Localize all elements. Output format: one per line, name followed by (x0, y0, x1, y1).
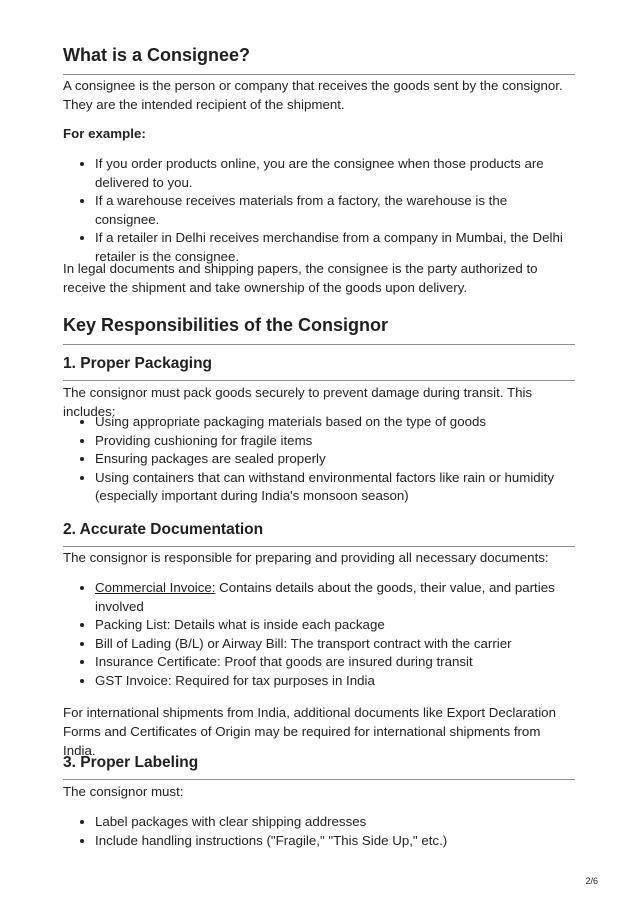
labeling-intro-block (63, 782, 575, 801)
labeling-intro: The consignor must: (63, 784, 184, 799)
consignee-closing: In legal documents and shipping papers, the consignee is the party authorized to receive the shipment and take ownership of the goods upon delivery. (63, 261, 538, 295)
list-item: • Using containers that can withstand environmental factors like rain or humidity (especially important during India's monsoon season) (95, 469, 575, 506)
consignee-examples-list (63, 155, 575, 266)
list-item: • Packing List: Details what is inside each package (95, 616, 575, 635)
list-item: • GST Invoice: Required for tax purposes in India (95, 672, 575, 691)
packaging-list (63, 413, 575, 506)
page-number: 2/6 (585, 876, 598, 886)
consignee-heading: What is a Consignee? (63, 44, 575, 75)
consignee-intro: A consignee is the person or company that receives the goods sent by the consignor. They are the intended recipient of the shipment. (63, 78, 563, 112)
example-label: For example: (63, 126, 146, 141)
labeling-list-block (63, 813, 575, 850)
commercial-invoice-link[interactable]: Commercial Invoice: (95, 580, 216, 595)
labeling-list (63, 813, 575, 850)
consignee-intro-block (63, 76, 568, 114)
packaging-heading: 1. Proper Packaging (63, 354, 575, 381)
documentation-closing-block (63, 703, 575, 760)
documentation-closing: For international shipments from India, additional documents like Export Declaration Forms and Certificates of Origin may be required for international shipments from India. (63, 705, 556, 758)
consignee-examples-block (63, 155, 575, 266)
commercial-invoice-description: Contains details about the goods, their value, and parties involved (95, 580, 555, 614)
list-item: • Include handling instructions ("Fragile," "This Side Up," etc.) (95, 832, 575, 851)
example-label-block (63, 124, 575, 143)
responsibilities-section (63, 314, 575, 345)
list-item (95, 579, 575, 616)
labeling-section (63, 753, 575, 780)
list-item: • Providing cushioning for fragile items (95, 432, 575, 451)
labeling-heading: 3. Proper Labeling (63, 753, 575, 780)
documentation-list-block (63, 579, 575, 690)
documentation-intro-block (63, 548, 575, 567)
responsibilities-heading: Key Responsibilities of the Consignor (63, 314, 575, 345)
consignee-section (63, 44, 575, 75)
packaging-intro: The consignor must pack goods securely to prevent damage during transit. This includes: (63, 385, 533, 419)
list-item: • If a retailer in Delhi receives merchandise from a company in Mumbai, the Delhi retailer is the consignee. (95, 229, 575, 266)
documentation-heading: 2. Accurate Documentation (63, 520, 575, 547)
list-item: • If you order products online, you are the consignee when those products are delivered to you. (95, 155, 575, 192)
list-item: • Bill of Lading (B/L) or Airway Bill: The transport contract with the carrier (95, 635, 575, 654)
list-item: • Using appropriate packaging materials based on the type of goods (95, 413, 575, 432)
documentation-list (63, 579, 575, 690)
documentation-intro: The consignor is responsible for preparing and providing all necessary documents: (63, 550, 549, 565)
consignee-closing-block (63, 259, 575, 297)
documentation-section (63, 520, 575, 547)
list-item: • Ensuring packages are sealed properly (95, 450, 575, 469)
packaging-list-block (63, 413, 575, 506)
list-item: • If a warehouse receives materials from a factory, the warehouse is the consignee. (95, 192, 575, 229)
list-item: • Label packages with clear shipping addresses (95, 813, 575, 832)
packaging-section (63, 354, 575, 381)
list-item: • Insurance Certificate: Proof that goods are insured during transit (95, 653, 575, 672)
